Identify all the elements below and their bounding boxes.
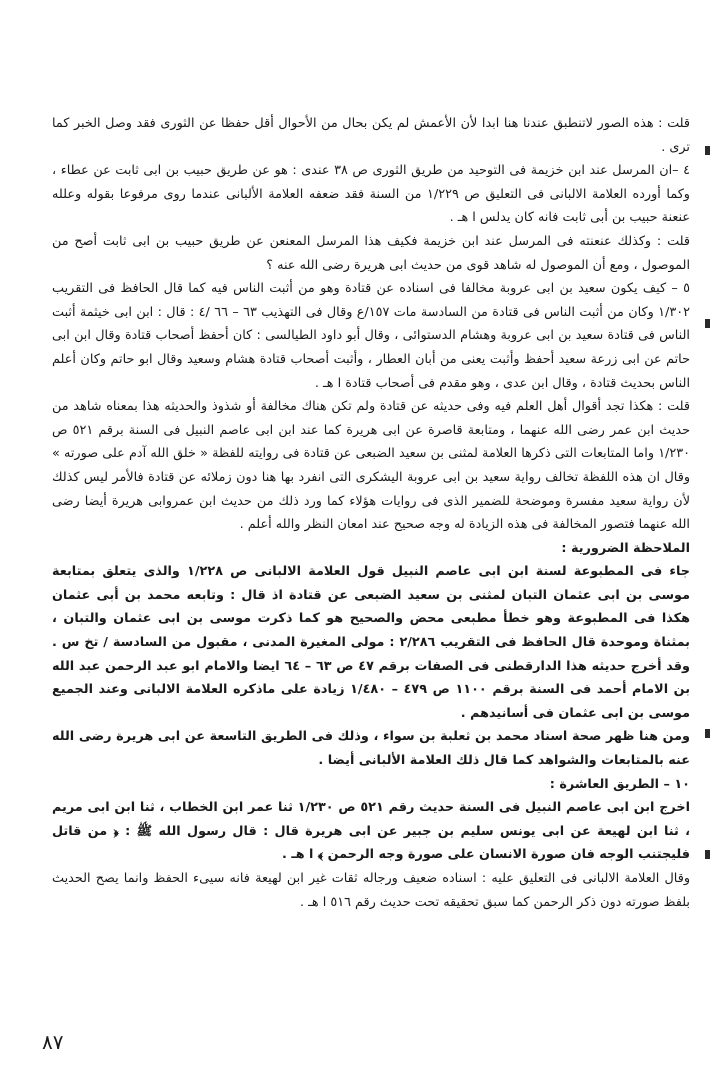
paragraph-2: ٤ –ان المرسل عند ابن خزيمة فى التوحيد من طريق الثورى ص ٣٨ عندى : هو عن طريق حبيب بن ابى ثابت عن عطاء ، وكما أورده العلامة الالبانى فى التعليق ص ١/٢٢٩ من السنة فقد ضعفه العلامة الألبانى عندما روى مرفوعا بقوله وعلله عنعنة حبيب بن أبى ثابت فانه كان يدلس ا هـ . bbox=[52, 163, 690, 226]
paragraph-10: اخرج ابن ابى عاصم النبيل فى السنة حديث رقم ٥٢١ ص ١/٢٣٠ ثنا عمر ابن الخطاب ، ثنا ابن ابى مريم ، ثنا ابن لهيعة عن ابى يونس سليم بن جبير عن ابى هريرة قال : قال رسول الله ﷺ : ﴿ من قاتل فليجتنب الوجه فان صورة الانسان على صورة وجه الرحمن ﴾ ا هـ . bbox=[52, 800, 690, 863]
scan-edge-mark bbox=[705, 319, 710, 328]
paragraph-3: قلت : وكذلك عنعنته فى المرسل عند ابن خزيمة فكيف هذا المرسل المعنعن عن طريق حبيب بن ابى ثابت أصح من الموصول ، ومع أن الموصول له شاهد قوى من حديث ابى هريرة رضى الله عنه ؟ bbox=[52, 233, 690, 273]
paragraph-8: ومن هنا ظهر صحة اسناد محمد بن ثعلبة بن سواء ، وذلك فى الطريق التاسعة عن ابى هريرة رضى الله عنه بالمتابعات والشواهد كما قال ذلك العلامة الألبانى أيضا . bbox=[52, 729, 690, 769]
paragraph-1: قلت : هذه الصور لاتنطبق عندنا هنا ابدا لأن الأعمش لم يكن بحال من الأحوال أقل حفظا عن الثورى فقد وصل الخبر كما ترى . bbox=[52, 116, 690, 155]
scan-edge-mark bbox=[705, 146, 710, 155]
scan-edge-mark bbox=[705, 729, 710, 738]
main-text-block bbox=[52, 112, 690, 914]
paragraph-11: وقال العلامة الالبانى فى التعليق عليه : اسناده ضعيف ورجاله ثقات غير ابن لهيعة فانه سيىء الحفظ وانما يصح الحديث بلفظ صورته دون ذكر الرحمن كما سبق تحقيقه تحت حديث رقم ٥١٦ ا هـ . bbox=[52, 871, 690, 910]
page-number: ٨٧ bbox=[42, 1030, 64, 1054]
paragraph-4: ٥ – كيف يكون سعيد بن ابى عروبة مخالفا فى اسناده عن قتادة وهو من أثبت الناس فيه كما قال الحافظ فى التقريب ١/٣٠٢ وكان من أثبت الناس فى قتادة من السادسة مات ١٥٧/ع وقال فى التهذيب ٦٣ – ٦٦ /٤ : قال : ابن ابى خيثمة أثبت الناس فى قتادة سعيد بن ابى عروبة وهشام الدستوائى ، وقال أبو داود الطيالسى : كان أحفظ أصحاب قتادة وقال ابن ابى حاتم عن ابى زرعة سعيد أحفظ وأثبت يعنى من أبان العطار ، وأثبت أصحاب قتادة هشام وسعيد وقال ابو حاتم وكان أعلم الناس بحديث قتادة ، وقال ابن عدى ، وهو مقدم فى أصحاب قتادة ا هـ . bbox=[52, 281, 690, 391]
section-heading-note: الملاحظة الضرورية : bbox=[561, 540, 690, 556]
section-heading-tenth-route: ١٠ – الطريق العاشرة : bbox=[549, 776, 690, 792]
paragraph-7: جاء فى المطبوعة لسنة ابن ابى عاصم النبيل قول العلامة الالبانى ص ١/٢٢٨ والذى يتعلق بمتابعة موسى بن ابى عثمان التبان لمثنى بن سعيد الضبعى عن قتادة اذ قال : وتابعه محمد بن أبى عثمان هكذا فى المطبوعة وهو خطأ مطبعى محض والصحيح هو كما ذكرت موسى بن ابى عثمان والتبان ، بمثناة وموحدة قال الحافظ فى التقريب ٢/٢٨٦ : مولى المغيرة المدنى ، مقبول من السادسة / تخ س . وقد أخرج حديثه هذا الدارقطنى فى الصفات برقم ٤٧ ص ٦٣ – ٦٤ ايضا والامام ابو عبد الرحمن عبد الله بن الامام أحمد فى السنة برقم ١١٠٠ ص ٤٧٩ – ١/٤٨٠ زيادة على ماذكره العلامة الالبانى وعند الجميع موسى بن ابى عثمان فى أسانيدهم . bbox=[52, 564, 691, 721]
paragraph-5: قلت : هكذا تجد أقوال أهل العلم فيه وفى حديثه عن قتادة ولم تكن هناك مخالفة أو شذوذ والحديثه هذا بمعناه شاهد من حديث ابن عمر رضى الله عنهما ، ومتابعة قاصرة عن ابى هريرة كما عند ابن ابى عاصم النبيل فى السنة برقم ٥٢١ ص ١/٢٣٠ واما المتابعات التى ذكرها العلامة لمثنى بن سعيد الضبعى عن قتادة فى روايته للفظة « خلق الله آدم على صورته » وقال ان هذه اللفظة تخالف رواية سعيد بن ابى عروبة اليشكرى التى انفرد بها هنا دون زملائه عن قتادة فالأمر ليس كذلك لأن رواية سعيد مفسرة وموضحة للضمير الذى فى روايات هؤلاء كما ورد ذلك من حديث ابن عمروابى هريرة أيضا رضى الله عنهما فتصور المخالفة فى هذه الزيادة له وجه صحيح عند امعان النظر والله أعلم . bbox=[52, 399, 690, 533]
scan-edge-mark bbox=[705, 850, 710, 859]
